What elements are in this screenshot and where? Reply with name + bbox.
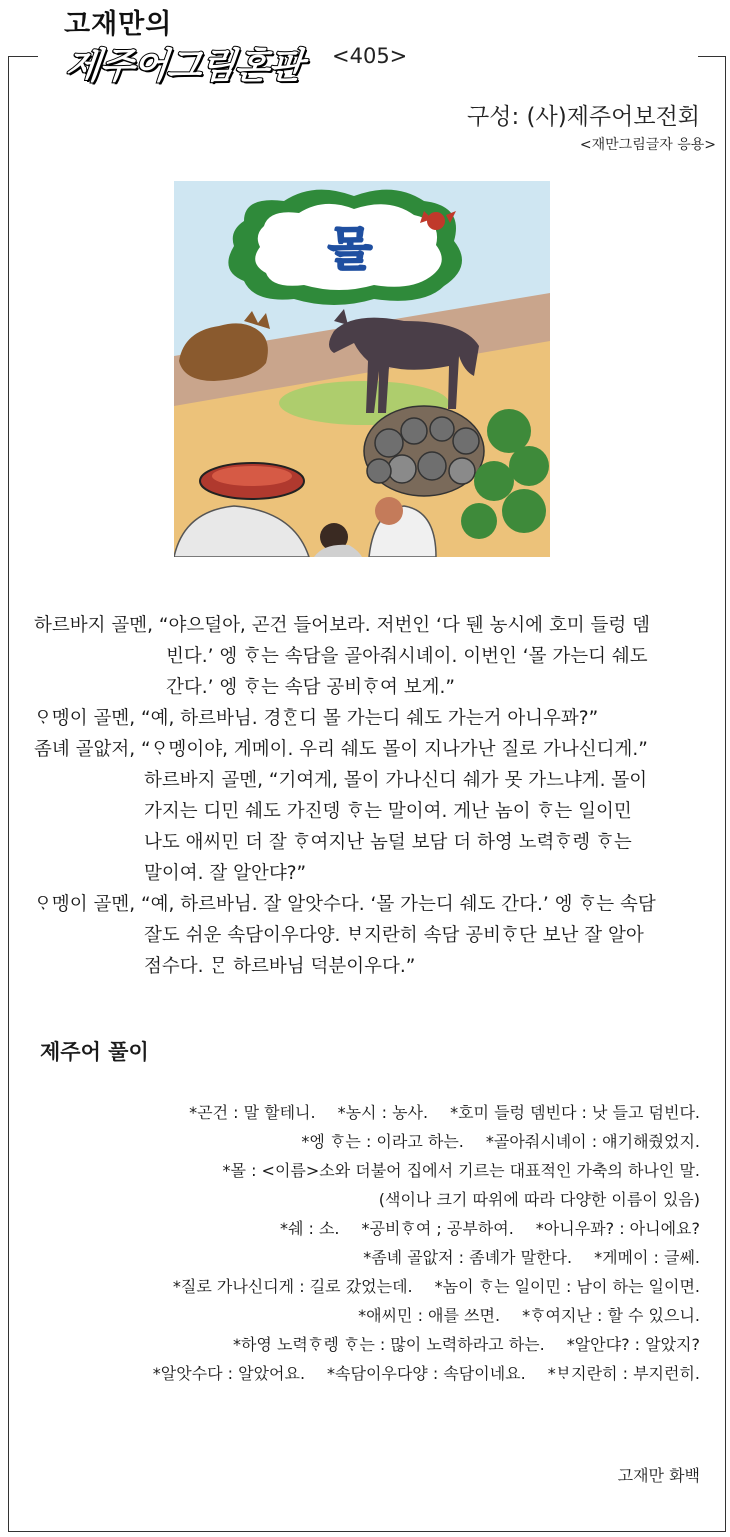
story-paragraph-3 — [34, 734, 704, 765]
glossary-entry: *농시 : 농사. — [337, 1103, 429, 1122]
story-paragraph-4 — [34, 765, 704, 889]
glossary-entry: *골아줘시녜이 : 얘기해줬었지. — [485, 1132, 700, 1151]
glossary-line — [30, 1127, 700, 1156]
story-line: 하르바지 골멘, “기여게, 몰이 가나신디 쉐가 못 가느냐게. 몰이 — [144, 770, 648, 791]
glossary-line — [30, 1214, 700, 1243]
glossary-line — [30, 1156, 700, 1185]
glossary-line — [30, 1272, 700, 1301]
glossary-entry: *ᄇᆞ지란히 : 부지런히. — [547, 1364, 700, 1383]
stone-wall — [364, 406, 484, 496]
glossary-line — [30, 1330, 700, 1359]
story-line: ᄋᆞ멩이 골멘, “예, 하르바님. 경ᄒᆞᆫ디 몰 가는디 쉐도 가는거 아니우꽈?” — [34, 708, 599, 729]
column-header — [38, 2, 698, 90]
story-body — [34, 610, 704, 982]
glossary-entry: *ᄒᆞ여지난 : 할 수 있으니. — [522, 1306, 700, 1325]
story-paragraph-5 — [34, 889, 704, 982]
glossary-line — [30, 1359, 700, 1388]
glossary-entry: *게메이 : 글쎄. — [594, 1248, 700, 1267]
glossary-line — [30, 1301, 700, 1330]
artist-signature: 고재만 화백 — [617, 1466, 700, 1485]
story-line: ᄋᆞ멩이 골멘, “예, 하르바님. 잘 알앗수다. ‘몰 가는디 쉐도 간다.’ 엥 ᄒᆞ는 속담 — [34, 894, 656, 915]
glossary-title: 제주어 풀이 — [40, 1040, 149, 1064]
glossary-entry: *알안댜? : 알았지? — [566, 1335, 700, 1354]
glossary-entry: *질로 가나신디게 : 길로 갔었는데. — [172, 1277, 413, 1296]
glossary-entry: *엥 ᄒᆞ는 : 이라고 하는. — [301, 1132, 464, 1151]
glossary-line — [30, 1185, 700, 1214]
cartoon-illustration — [174, 181, 550, 557]
story-line: 잘도 쉬운 속담이우다양. ᄇᆞ지란히 속담 공비ᄒᆞ단 보난 잘 알아 — [144, 925, 644, 946]
glossary-entry: *좀녜 골앖저 : 좀녜가 말한다. — [363, 1248, 573, 1267]
glossary-entry: *놈이 ᄒᆞ는 일이민 : 남이 하는 일이면. — [434, 1277, 700, 1296]
glossary-entry: *하영 노력ᄒᆞ렝 ᄒᆞ는 : 많이 노력하라고 하는. — [232, 1335, 545, 1354]
issue-number: <405> — [328, 44, 411, 68]
story-line: 나도 애씨민 더 잘 ᄒᆞ여지난 놈덜 보담 더 하영 노력ᄒᆞ렝 ᄒᆞ는 — [144, 832, 632, 853]
story-line: 말이여. 잘 알안댜?” — [144, 863, 307, 884]
credit-sub: <재만그림글자 응용> — [579, 137, 716, 153]
story-line: 하르바지 골멘, “야으덜아, 곤건 들어보라. 저번인 ‘다 뒌 농시에 호미 들렁 뎀 — [34, 615, 651, 636]
glossary-list — [30, 1098, 700, 1388]
glossary-entry: *애씨민 : 애를 쓰면. — [358, 1306, 501, 1325]
glossary-entry: (색이나 크기 따위에 따라 다양한 이름이 있음) — [378, 1190, 700, 1209]
glossary-entry: *알앗수다 : 알았어요. — [152, 1364, 306, 1383]
story-line: 가지는 디민 쉐도 가진뎅 ᄒᆞ는 말이여. 게난 놈이 ᄒᆞ는 일이민 — [144, 801, 632, 822]
story-line: 좀녜 골앖저, “ᄋᆞ멩이야, 게메이. 우리 쉐도 몰이 지나가난 질로 가나신디게.” — [34, 739, 648, 760]
glossary-line — [30, 1243, 700, 1272]
story-paragraph-1 — [34, 610, 704, 703]
story-line: 빈다.’ 엥 ᄒᆞ는 속담을 골아줘시녜이. 이번인 ‘몰 가는디 쉐도 — [166, 646, 648, 667]
credit-main: 구성: (사)제주어보전회 — [467, 104, 700, 130]
glossary-line — [30, 1098, 700, 1127]
glossary-entry: *호미 들렁 뎀빈다 : 낫 들고 덤빈다. — [450, 1103, 700, 1122]
basket-figure — [200, 463, 304, 499]
story-line: 간다.’ 엥 ᄒᆞ는 속담 공비ᄒᆞ여 보게.” — [166, 677, 455, 698]
glossary-entry: *공비ᄒᆞ여 ; 공부하여. — [361, 1219, 514, 1238]
glossary-entry: *쉐 : 소. — [279, 1219, 340, 1238]
story-line: 점수다. ᄆᆞᆫ 하르바님 덕분이우다.” — [144, 956, 416, 977]
author-name: 고재만의 — [64, 9, 173, 40]
glossary-entry: *몰 : <이름>소와 더불어 집에서 기르는 대표적인 가축의 하나인 말. — [222, 1161, 700, 1180]
glossary-entry: *곤건 : 말 할테니. — [189, 1103, 316, 1122]
cloud-letter: 몰 — [327, 222, 373, 276]
story-paragraph-2 — [34, 703, 704, 734]
glossary-entry: *속담이우다양 : 속담이네요. — [327, 1364, 526, 1383]
column-title-logo: 제주어그림혼판 — [63, 46, 305, 87]
glossary-entry: *아니우꽈? : 아니에요? — [535, 1219, 700, 1238]
